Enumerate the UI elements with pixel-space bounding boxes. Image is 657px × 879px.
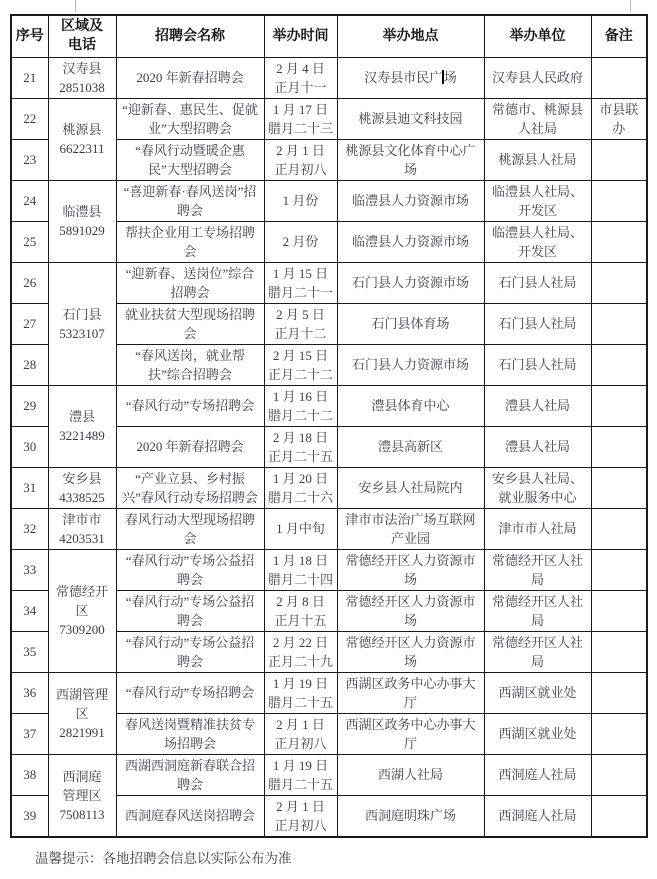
cell-venue: 石门县体育场 — [337, 303, 484, 344]
cell-organizer: 常德经开区人社局 — [484, 631, 591, 672]
cell-organizer: 西湖区就业处 — [484, 713, 591, 754]
cell-row-number: 25 — [11, 221, 48, 262]
job-fair-schedule-table — [10, 14, 648, 838]
cell-region-phone: 西洞庭 管理区 7508113 — [48, 754, 116, 837]
cell-venue: 石门县人力资源市场 — [337, 262, 484, 303]
cell-note — [591, 221, 647, 262]
column-header-5: 举办地点 — [337, 15, 484, 57]
cell-venue: 西湖区政务中心办事大厅 — [337, 713, 484, 754]
column-header-2: 区域及 电话 — [48, 15, 116, 57]
table-row-21 — [11, 57, 647, 98]
cell-row-number: 27 — [11, 303, 48, 344]
cell-fair-name: “春风行动”专场公益招聘会 — [116, 590, 264, 631]
cell-fair-name: “春风行动”专场招聘会 — [116, 385, 264, 426]
cell-note — [591, 57, 647, 98]
cell-fair-name: “春风行动”专场公益招聘会 — [116, 631, 264, 672]
cell-organizer: 澧县人社局 — [484, 426, 591, 467]
cell-organizer: 临澧县人社局、开发区 — [484, 180, 591, 221]
page-edge-tick-left — [75, 0, 76, 12]
cell-fair-name: “春风行动”专场招聘会 — [116, 672, 264, 713]
cell-time: 2 月 8 日 正月十五 — [264, 590, 337, 631]
cell-fair-name: 帮扶企业用工专场招聘会 — [116, 221, 264, 262]
text-cursor — [442, 70, 444, 84]
cell-fair-name: “产业立县、乡村振兴”春风行动专场招聘会 — [116, 467, 264, 508]
cell-time: 1 月 16 日 腊月二十二 — [264, 385, 337, 426]
cell-venue: 西湖人社局 — [337, 754, 484, 795]
cell-fair-name: 2020 年新春招聘会 — [116, 426, 264, 467]
cell-region-phone: 常德经开 区 7309200 — [48, 549, 116, 672]
cell-time: 2 月份 — [264, 221, 337, 262]
cell-row-number: 28 — [11, 344, 48, 385]
cell-note — [591, 467, 647, 508]
cell-row-number: 36 — [11, 672, 48, 713]
cell-fair-name: “迎新春、惠民生、促就业”大型招聘会 — [116, 98, 264, 139]
cell-time: 1 月 17 日 腊月二十三 — [264, 98, 337, 139]
cell-time: 2 月 22 日 正月二十九 — [264, 631, 337, 672]
cell-time: 2 月 18 日 正月二十五 — [264, 426, 337, 467]
cell-fair-name: “春风行动暨暖企惠民”大型招聘会 — [116, 139, 264, 180]
cell-note — [591, 590, 647, 631]
table-row-31 — [11, 467, 647, 508]
cell-region-phone: 安乡县 4338525 — [48, 467, 116, 508]
cell-organizer: 常德经开区人社局 — [484, 549, 591, 590]
table-row-32 — [11, 508, 647, 549]
cell-region-phone: 汉寿县 2851038 — [48, 57, 116, 98]
cell-organizer: 西湖区就业处 — [484, 672, 591, 713]
cell-time: 1 月 19 日 腊月二十五 — [264, 672, 337, 713]
cell-organizer: 常德经开区人社局 — [484, 590, 591, 631]
cell-time: 2 月 5 日 正月十二 — [264, 303, 337, 344]
cell-time: 1 月 20 日 腊月二十六 — [264, 467, 337, 508]
cell-fair-name: 就业扶贫大型现场招聘会 — [116, 303, 264, 344]
cell-time: 2 月 1 日 正月初八 — [264, 795, 337, 837]
cell-organizer: 汉寿县人民政府 — [484, 57, 591, 98]
cell-organizer: 西洞庭人社局 — [484, 795, 591, 837]
cell-fair-name: 西洞庭春风送岗招聘会 — [116, 795, 264, 837]
cell-organizer: 津市市人社局 — [484, 508, 591, 549]
cell-row-number: 29 — [11, 385, 48, 426]
cell-note — [591, 795, 647, 837]
column-header-4: 举办时间 — [264, 15, 337, 57]
cell-venue: 西洞庭明珠广场 — [337, 795, 484, 837]
cell-time: 1 月 15 日 腊月二十一 — [264, 262, 337, 303]
column-header-1: 序号 — [11, 15, 48, 57]
cell-time: 2 月 4 日 正月十一 — [264, 57, 337, 98]
cell-organizer: 安乡县人社局、就业服务中心 — [484, 467, 591, 508]
cell-row-number: 34 — [11, 590, 48, 631]
cell-region-phone: 西湖管理 区 2821991 — [48, 672, 116, 754]
cell-fair-name: 西湖西洞庭新春联合招聘会 — [116, 754, 264, 795]
cell-row-number: 35 — [11, 631, 48, 672]
column-header-7: 备注 — [591, 15, 647, 57]
cell-organizer: 西洞庭人社局 — [484, 754, 591, 795]
cell-region-phone: 石门县 5323107 — [48, 262, 116, 385]
cell-note: 市县联办 — [591, 98, 647, 139]
cell-venue: 临澧县人力资源市场 — [337, 180, 484, 221]
cell-row-number: 24 — [11, 180, 48, 221]
cell-note — [591, 549, 647, 590]
cell-venue: 桃源县迪文科技园 — [337, 98, 484, 139]
table-row-33 — [11, 549, 647, 590]
column-header-6: 举办单位 — [484, 15, 591, 57]
cell-row-number: 38 — [11, 754, 48, 795]
footer-tip: 温馨提示：各地招聘会信息以实际公布为准 — [35, 851, 292, 866]
cell-row-number: 33 — [11, 549, 48, 590]
cell-venue: 安乡县人社局院内 — [337, 467, 484, 508]
cell-row-number: 39 — [11, 795, 48, 837]
table-row-38 — [11, 754, 647, 795]
cell-fair-name: “迎新春、送岗位”综合招聘会 — [116, 262, 264, 303]
cell-time: 2 月 1 日 正月初八 — [264, 713, 337, 754]
cell-row-number: 32 — [11, 508, 48, 549]
cell-venue: 津市市法治广场互联网产业园 — [337, 508, 484, 549]
cell-note — [591, 631, 647, 672]
cell-fair-name: “春风行动”专场公益招聘会 — [116, 549, 264, 590]
cell-row-number: 26 — [11, 262, 48, 303]
cell-region-phone: 津市市 4203531 — [48, 508, 116, 549]
cell-fair-name: 2020 年新春招聘会 — [116, 57, 264, 98]
cell-organizer: 石门县人社局 — [484, 262, 591, 303]
table-row-24 — [11, 180, 647, 221]
cell-row-number: 31 — [11, 467, 48, 508]
cell-row-number: 30 — [11, 426, 48, 467]
table-header-row — [11, 15, 647, 57]
cell-organizer: 石门县人社局 — [484, 344, 591, 385]
cell-fair-name: 春风行动大型现场招聘会 — [116, 508, 264, 549]
cell-time: 2 月 15 日 正月二十二 — [264, 344, 337, 385]
cell-venue: 临澧县人力资源市场 — [337, 221, 484, 262]
cell-note — [591, 262, 647, 303]
cell-note — [591, 426, 647, 467]
cell-organizer: 澧县人社局 — [484, 385, 591, 426]
cell-row-number: 22 — [11, 98, 48, 139]
cell-fair-name: “喜迎新春·春风送岗”招聘会 — [116, 180, 264, 221]
cell-note — [591, 713, 647, 754]
cell-note — [591, 754, 647, 795]
table-row-26 — [11, 262, 647, 303]
cell-row-number: 37 — [11, 713, 48, 754]
cell-venue: 澧县高新区 — [337, 426, 484, 467]
cell-venue: 常德经开区人力资源市场 — [337, 590, 484, 631]
cell-note — [591, 303, 647, 344]
cell-time: 1 月 18 日 腊月二十四 — [264, 549, 337, 590]
cell-region-phone: 临澧县 5891029 — [48, 180, 116, 262]
cell-venue: 西湖区政务中心办事大厅 — [337, 672, 484, 713]
cell-time: 2 月 1 日 正月初八 — [264, 139, 337, 180]
page-edge-tick-right — [630, 0, 631, 12]
cell-row-number: 23 — [11, 139, 48, 180]
cell-venue: 石门县人力资源市场 — [337, 344, 484, 385]
cell-venue: 常德经开区人力资源市场 — [337, 549, 484, 590]
cell-region-phone: 澧县 3221489 — [48, 385, 116, 467]
column-header-3: 招聘会名称 — [116, 15, 264, 57]
cell-organizer: 常德市、桃源县人社局 — [484, 98, 591, 139]
cell-organizer: 石门县人社局 — [484, 303, 591, 344]
cell-note — [591, 672, 647, 713]
cell-venue: 汉寿县市民广 场 — [337, 57, 484, 98]
cell-note — [591, 508, 647, 549]
cell-time: 1 月 19 日 腊月二十五 — [264, 754, 337, 795]
cell-fair-name: 春风送岗暨精准扶贫专场招聘会 — [116, 713, 264, 754]
table-row-29 — [11, 385, 647, 426]
table-row-36 — [11, 672, 647, 713]
cell-time: 1 月份 — [264, 180, 337, 221]
cell-note — [591, 344, 647, 385]
cell-organizer: 临澧县人社局、开发区 — [484, 221, 591, 262]
cell-note — [591, 385, 647, 426]
cell-fair-name: “春风送岗，就业帮扶”综合招聘会 — [116, 344, 264, 385]
table-row-22 — [11, 98, 647, 139]
cell-row-number: 21 — [11, 57, 48, 98]
cell-venue: 桃源县文化体育中心广场 — [337, 139, 484, 180]
cell-venue: 常德经开区人力资源市场 — [337, 631, 484, 672]
cell-region-phone: 桃源县 6622311 — [48, 98, 116, 180]
cell-organizer: 桃源县人社局 — [484, 139, 591, 180]
cell-venue: 澧县体育中心 — [337, 385, 484, 426]
cell-note — [591, 139, 647, 180]
cell-note — [591, 180, 647, 221]
cell-time: 1 月中旬 — [264, 508, 337, 549]
